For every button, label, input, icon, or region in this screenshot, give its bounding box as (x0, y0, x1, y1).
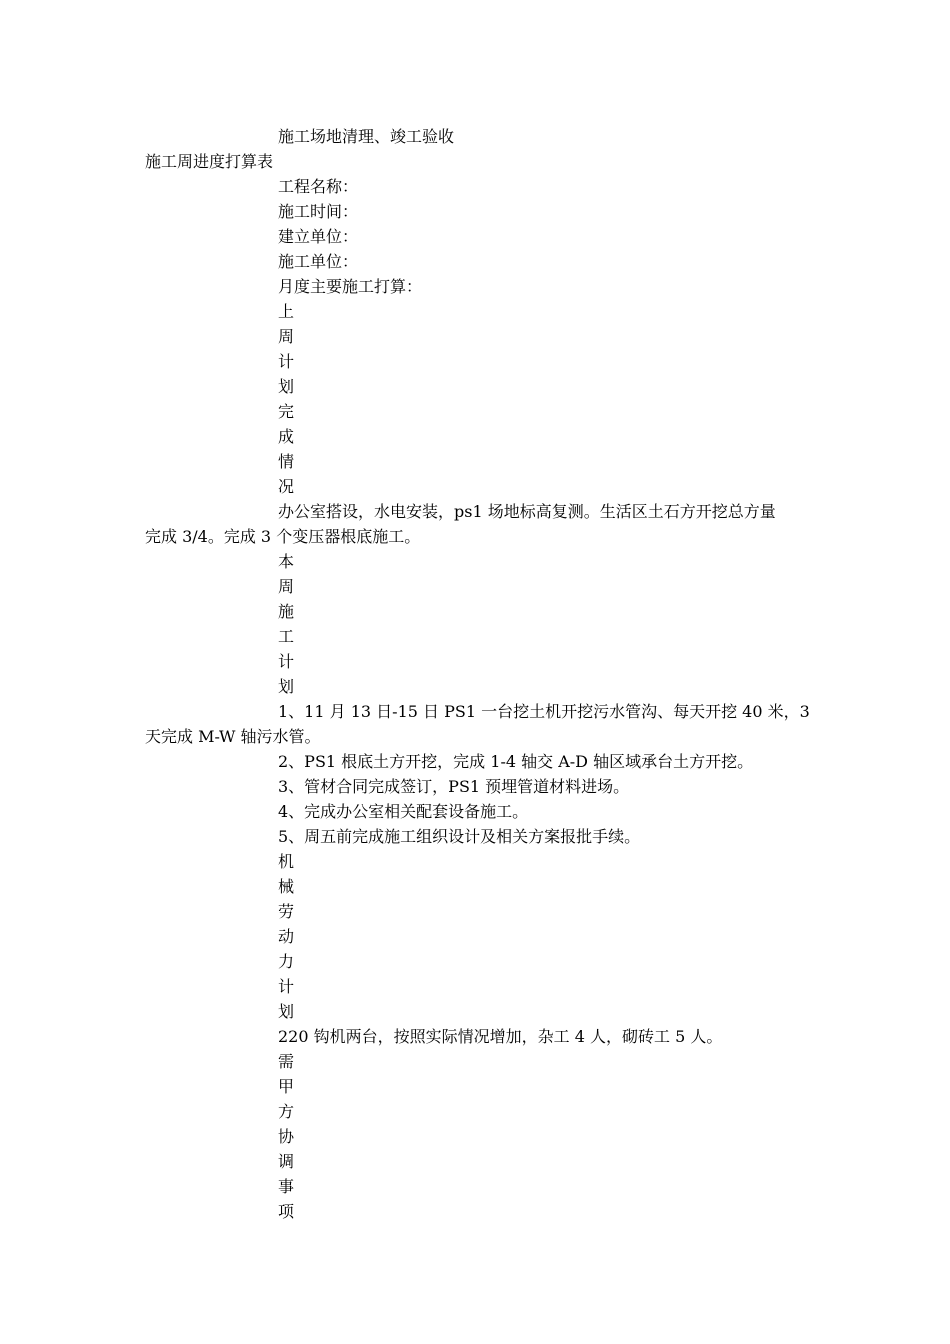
this-week-item3: 3、管材合同完成签订，PS1 预埋管道材料进场。 (278, 777, 630, 796)
this-week-item2: 2、PS1 根底土方开挖，完成 1-4 轴交 A-D 轴区域承台土方开挖。 (278, 752, 754, 771)
this-week-label-char: 划 (278, 677, 295, 696)
this-week-label-char: 施 (278, 602, 295, 621)
this-week-item4: 4、完成办公室相关配套设备施工。 (278, 802, 529, 821)
labor-plan-label-char: 械 (278, 877, 295, 896)
labor-plan-label-char: 计 (278, 977, 295, 996)
field-project-name: 工程名称： (278, 177, 359, 196)
last-week-label-char: 况 (278, 477, 295, 496)
coordination-label-char: 调 (278, 1152, 295, 1171)
last-week-text-line1: 办公室搭设，水电安装，ps1 场地标高复测。生活区土石方开挖总方量 (278, 502, 776, 521)
labor-plan-text: 220 钩机两台，按照实际情况增加，杂工 4 人，砌砖工 5 人。 (278, 1027, 723, 1046)
last-week-label-char: 上 (278, 302, 295, 321)
coordination-label-char: 项 (278, 1202, 295, 1221)
coordination-label-char: 方 (278, 1102, 295, 1121)
coordination-label-char: 事 (278, 1177, 295, 1196)
coordination-label-char: 协 (278, 1127, 295, 1146)
last-week-label-char: 周 (278, 327, 295, 346)
field-construction-time: 施工时间： (278, 202, 359, 221)
last-week-text-line2: 完成 3/4。完成 3 个变压器根底施工。 (145, 527, 421, 546)
this-week-label-char: 计 (278, 652, 295, 671)
this-week-item1-line1: 1、11 月 13 日-15 日 PS1 一台挖土机开挖污水管沟、每天开挖 40 米，3 (278, 702, 810, 721)
coordination-label-char: 需 (278, 1052, 295, 1071)
labor-plan-label-char: 力 (278, 952, 295, 971)
this-week-label-char: 周 (278, 577, 295, 596)
labor-plan-label-char: 劳 (278, 902, 295, 921)
last-week-label-char: 划 (278, 377, 295, 396)
this-week-label-char: 本 (278, 552, 295, 571)
field-owner-unit: 建立单位： (278, 227, 359, 246)
labor-plan-label-char: 划 (278, 1002, 295, 1021)
table-title: 施工周进度打算表 (145, 152, 274, 171)
last-week-label-char: 情 (278, 452, 295, 471)
this-week-label-char: 工 (278, 627, 295, 646)
last-week-label-char: 完 (278, 402, 295, 421)
this-week-item5: 5、周五前完成施工组织设计及相关方案报批手续。 (278, 827, 641, 846)
last-week-label-char: 计 (278, 352, 295, 371)
this-week-item1-line2: 天完成 M-W 轴污水管。 (145, 727, 321, 746)
top-heading: 施工场地清理、竣工验收 (278, 127, 455, 146)
coordination-label-char: 甲 (278, 1077, 295, 1096)
field-monthly-plan: 月度主要施工打算： (278, 277, 423, 296)
labor-plan-label-char: 机 (278, 852, 295, 871)
field-contractor-unit: 施工单位： (278, 252, 359, 271)
labor-plan-label-char: 动 (278, 927, 295, 946)
last-week-label-char: 成 (278, 427, 295, 446)
